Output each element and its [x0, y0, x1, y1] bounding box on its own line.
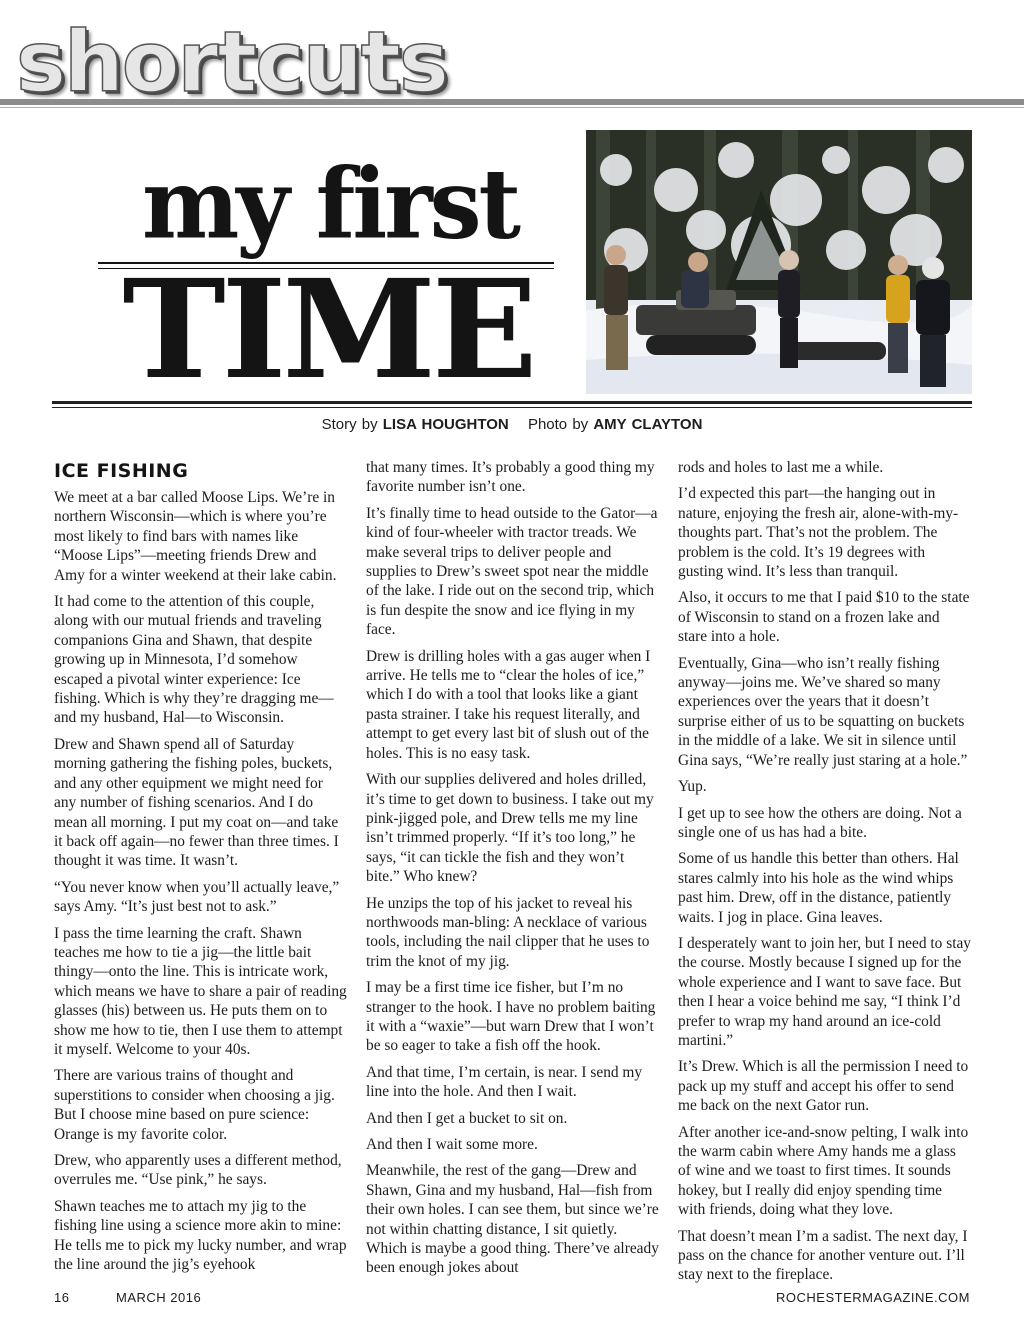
article-column-2	[366, 458, 660, 1285]
paragraph: That doesn’t mean I’m a sadist. The next day, I pass on the chance for another venture out. I’ll stay next to the fireplace.	[678, 1227, 968, 1284]
paragraph: I desperately want to join her, but I need to stay the course. Mostly because I signed up for the whole experience and I want to save face. But then I hear a voice behind me say, “I think I’d prefer to wrap my hand around an ice-cold martini.”	[678, 934, 972, 1049]
section-header: shortcuts	[16, 13, 447, 111]
story-prefix: Story by	[321, 416, 378, 433]
header-rule	[0, 99, 1024, 105]
paragraph: Also, it occurs to me that I paid $10 to the state of Wisconsin to stand on a frozen lake and stare into a hole.	[678, 589, 970, 646]
paragraph: Meanwhile, the rest of the gang—Drew and Shawn, Gina and my husband, Hal—fish from their own holes. I can see them, but since we’re not within chatting distance, I sit quietly. Which is maybe a good thing. There’ve already been enough jokes about	[366, 1162, 659, 1277]
photo-prefix: Photo by	[527, 416, 589, 433]
group-ice-fishing-photo	[586, 130, 972, 394]
paragraph: “You never know when you’ll actually leave,” says Amy. “It’s just best not to ask.”	[54, 878, 340, 916]
paragraph: And then I wait some more.	[366, 1136, 538, 1153]
byline-rule-thin	[52, 407, 972, 408]
paragraph: I get up to see how the others are doing. Not a single one of us has had a bite.	[678, 804, 962, 841]
article-subhead: ICE FISHING	[54, 460, 189, 482]
paragraph: Yup.	[678, 778, 707, 796]
paragraph: And then I get a bucket to sit on.	[366, 1109, 568, 1127]
paragraph: that many times. It’s probably a good thing my favorite number isn’t one.	[366, 459, 655, 496]
byline	[52, 416, 972, 433]
paragraph: Some of us handle this better than others. Hal stares calmly into his hole as the wind whips past him. Drew, off in the distance, patiently waits. I jog in place. Gina leaves.	[678, 850, 959, 926]
paragraph: I’d expected this part—the hanging out in nature, enjoying the fresh air, alone-with-my-thoughts part. That’s not the problem. The problem is the cold. It’s 19 degrees with gusting wind. It’s less than tranquil.	[678, 485, 959, 581]
paragraph: And that time, I’m certain, is near. I send my line into the hole. And then I wait.	[366, 1063, 643, 1101]
paragraph: rods and holes to last me a while.	[678, 459, 884, 476]
paragraph: Eventually, Gina—who isn’t really fishing anyway—joins me. We’ve shared so many experiences over the years that it doesn’t surprise either of us to be squatting on buckets in the middle of a lake. We sit in silence until Gina says, “We’re really just staring at a hole.”	[678, 654, 968, 769]
title-line-2: TIME	[122, 250, 534, 410]
paragraph: Drew and Shawn spend all of Saturday morning gathering the fishing poles, buckets, and any other equipment we might need for any number of fishing scenarios. And I do mean all morning. I put my coat on—and take it back off again—no fewer than three times. I thought it was time. It wasn’t.	[54, 735, 339, 870]
photo-illustration	[586, 130, 972, 394]
page-number: 16	[54, 1290, 70, 1305]
story-author: LISA HOUGHTON	[382, 416, 509, 433]
article-column-3	[678, 458, 972, 1292]
paragraph: Shawn teaches me to attach my jig to the fishing line using a science more akin to mine: He tells me to pick my lucky number, and wrap the line around the jig’s eyehook	[54, 1197, 347, 1274]
photo-author: AMY CLAYTON	[593, 416, 703, 433]
paragraph: He unzips the top of his jacket to reveal his northwoods man-bling: A necklace of various tools, including the nail clipper that he uses to trim the knot of my jig.	[366, 894, 650, 970]
paragraph: It had come to the attention of this couple, along with our mutual friends and traveling companions Gina and Shawn, that despite growing up in Minnesota, I’d somehow escaped a pivotal winter experience: Ice fishing. Which is why they’re dragging me—and my husband, Hal—to Wisconsin.	[54, 593, 334, 727]
paragraph: It’s finally time to head outside to the Gator—a kind of four-wheeler with tractor treads. We make several trips to deliver people and supplies to Drew’s sweet spot near the middle of the lake. I ride out on the second trip, which is fun despite the snow and ice flying in my face.	[366, 504, 658, 639]
issue-date: MARCH 2016	[116, 1290, 202, 1305]
website-link[interactable]: ROCHESTERMAGAZINE.COM	[776, 1290, 970, 1305]
paragraph: It’s Drew. Which is all the permission I need to pack up my stuff and accept his offer to send me back on the next Gator run.	[678, 1058, 969, 1115]
paragraph: I may be a first time ice fisher, but I’m no stranger to the hook. I have no problem baiting it with a “waxie”—but warn Drew that I won’t be so eager to take a fish off the hook.	[366, 979, 656, 1055]
header-rule-thin	[0, 107, 1024, 108]
paragraph: Drew is drilling holes with a gas auger when I arrive. He tells me to “clear the holes of ice,” which I do with a tool that looks like a giant pasta strainer. I take his request literally, and attempt to get every last bit of slush out of the holes. This is no easy task.	[366, 647, 651, 762]
paragraph: There are various trains of thought and superstitions to consider when choosing a jig. But I choose mine based on pure science: Orange is my favorite color.	[54, 1067, 335, 1143]
article-column-1	[54, 458, 348, 1281]
paragraph: After another ice-and-snow pelting, I walk into the warm cabin where Amy hands me a glass of wine and we toast to first times. It sounds hokey, but I really did enjoy spending time with friends, doing what they love.	[678, 1123, 969, 1219]
paragraph: With our supplies delivered and holes drilled, it’s time to get down to business. I take out my pink-jigged pole, and Drew tells me my line isn’t trimmed properly. “If it’s too long,” he says, “it can tickle the fish and they won’t bite.” Who knew?	[366, 771, 654, 886]
title-line-1: my first	[141, 147, 519, 261]
paragraph: I pass the time learning the craft. Shawn teaches me how to tie a jig—the little bait thingy—onto the line. This is intricate work, which means we have to share a pair of reading glasses (his) between us. He puts them on to show me how to tie, then I use them to attempt it myself. Welcome to your 40s.	[54, 924, 347, 1058]
paragraph: Drew, who apparently uses a different method, overrules me. “Use pink,” he says.	[54, 1152, 342, 1189]
byline-rule	[52, 401, 972, 404]
paragraph: We meet at a bar called Moose Lips. We’re in northern Wisconsin—which is where you’re most likely to find bars with names like “Moose Lips”—meeting friends Drew and Amy for a winter weekend at their lake cabin.	[54, 489, 337, 584]
